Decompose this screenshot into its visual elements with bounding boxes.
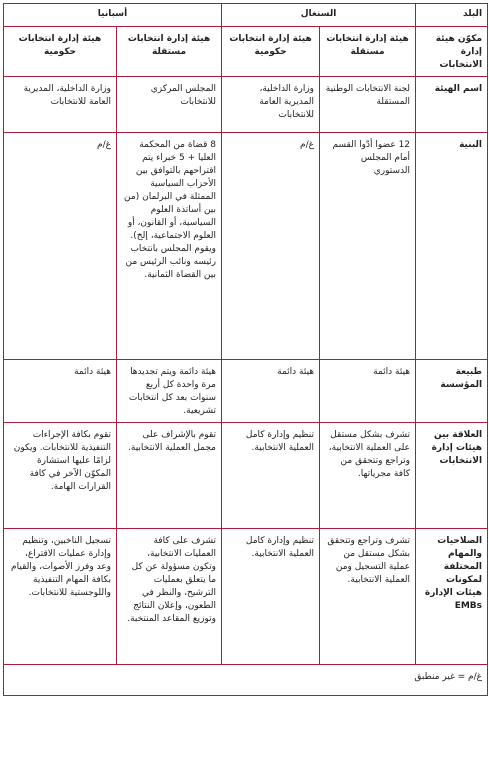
- cell-structure-c3: 8 قضاة من المحكمة العليا + 5 خبراء يتم اقتراحهم بالتوافق بين الأحزاب السياسية الممثلة في البرلمان (من بين أساتذة العلوم السياسية، أو القانون، أو العلوم الاجتماعية، إلخ). ويقوم المجلس بانتخاب رئيسه ونائب الرئيس من بين القضاة الثمانية.: [117, 133, 222, 360]
- col-spain-independent: هيئة إدارة انتخابات مستقلة: [117, 27, 222, 77]
- row-label-structure: البنية: [416, 133, 488, 360]
- cell-name-c1: لجنة الانتخابات الوطنية المستقلة: [320, 77, 416, 133]
- component-label: مكوّن هيئة إدارة الانتخابات: [416, 27, 488, 77]
- footnote: غ/م = غير منطبق: [4, 665, 488, 696]
- cell-nature-c1: هيئة دائمة: [320, 360, 416, 423]
- row-label-nature: طبيعة المؤسسة: [416, 360, 488, 423]
- cell-relation-c3: تقوم بالإشراف على مجمل العملية الانتخابية.: [117, 423, 222, 529]
- cell-name-c2: وزارة الداخلية، المديرية العامة للانتخابات: [222, 77, 320, 133]
- row-structure: [4, 133, 488, 360]
- header-row-country: [4, 4, 488, 27]
- col-spain-governmental: هيئة إدارة انتخابات حكومية: [4, 27, 117, 77]
- country-senegal: السنغال: [222, 4, 416, 27]
- cell-powers-c2: تنظيم وإدارة كامل العملية الانتخابية.: [222, 529, 320, 665]
- row-footnote: [4, 665, 488, 696]
- cell-structure-c4: غ/م: [4, 133, 117, 360]
- cell-name-c3: المجلس المركزي للانتخابات: [117, 77, 222, 133]
- row-label-name: اسم الهيئة: [416, 77, 488, 133]
- cell-nature-c2: هيئة دائمة: [222, 360, 320, 423]
- cell-relation-c1: تشرف بشكل مستقل على العملية الانتخابية، وتراجع وتتحقق من كافة مجرياتها.: [320, 423, 416, 529]
- cell-name-c4: وزارة الداخلية، المديرية العامة للانتخابات: [4, 77, 117, 133]
- cell-powers-c4: تسجيل الناخبين، وتنظيم وإدارة عمليات الاقتراع، وعد وفرز الأصوات، والقيام بكافة المهام التنفيذية واللوجستية للانتخابات.: [4, 529, 117, 665]
- cell-powers-c3: تشرف على كافة العمليات الانتخابية، وتكون مسؤولة عن كل ما يتعلق بعمليات الترشيح، والنظر في الطعون، وإعلان النتائج وتوزيع المقاعد المنتخبة.: [117, 529, 222, 665]
- row-powers: [4, 529, 488, 665]
- country-spain: أسبانيا: [4, 4, 222, 27]
- cell-powers-c1: تشرف وتراجع وتتحقق بشكل مستقل من عملية التسجيل ومن العملية الانتخابية.: [320, 529, 416, 665]
- cell-structure-c2: غ/م: [222, 133, 320, 360]
- cell-nature-c4: هيئة دائمة: [4, 360, 117, 423]
- row-relation: [4, 423, 488, 529]
- col-senegal-independent: هيئة إدارة انتخابات مستقلة: [320, 27, 416, 77]
- cell-relation-c2: تنظيم وإدارة كامل العملية الانتخابية.: [222, 423, 320, 529]
- row-label-powers: الصلاحيات والمهام المختلفة لمكونات هيئات الإدارة EMBs: [416, 529, 488, 665]
- row-nature: [4, 360, 488, 423]
- cell-relation-c4: تقوم بكافة الإجراءات التنفيذية للانتخابات. ويكون لزامًا عليها استشارة المكوّن الآخر في كافة القرارات الهامة.: [4, 423, 117, 529]
- row-name: [4, 77, 488, 133]
- row-label-relation: العلاقة بين هيئات إدارة الانتخابات: [416, 423, 488, 529]
- country-label: البلد: [416, 4, 488, 27]
- comparison-table: [3, 3, 488, 696]
- cell-nature-c3: هيئة دائمة ويتم تجديدها مرة واحدة كل أربع سنوات بعد كل انتخابات تشريعية.: [117, 360, 222, 423]
- cell-structure-c1: 12 عضوا أدّوا القسم أمام المجلس الدستوري: [320, 133, 416, 360]
- header-row-type: [4, 27, 488, 77]
- col-senegal-governmental: هيئة إدارة انتخابات حكومية: [222, 27, 320, 77]
